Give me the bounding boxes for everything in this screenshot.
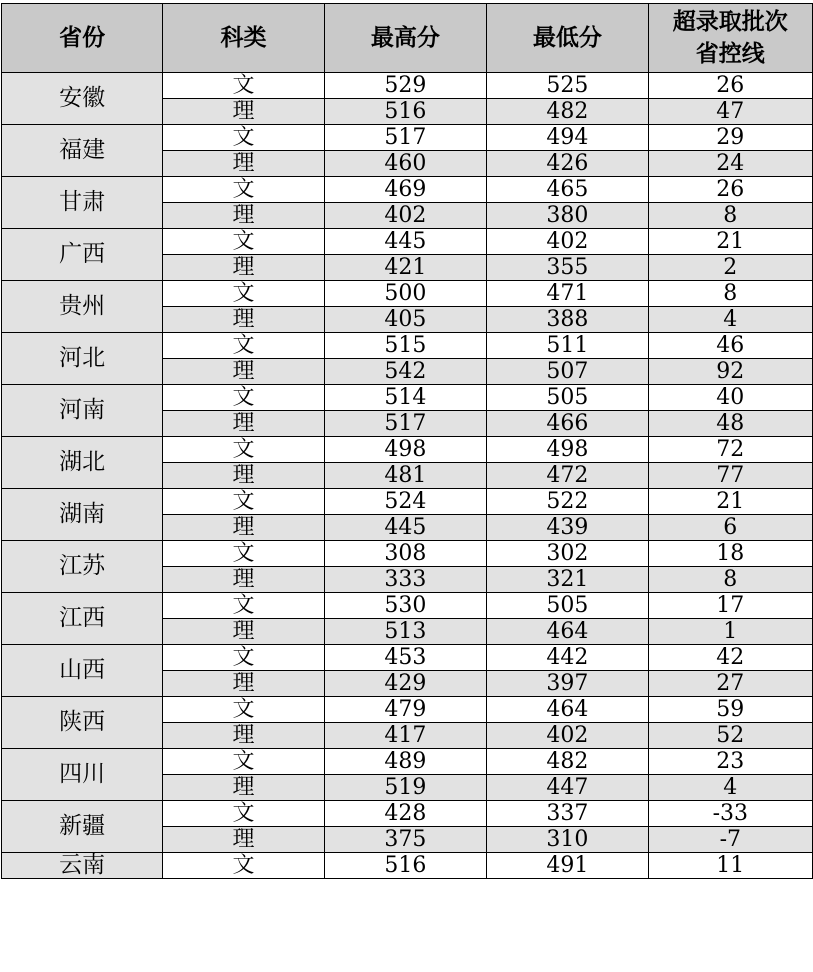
min-score-cell: 380	[487, 203, 648, 229]
min-score-cell: 397	[487, 671, 648, 697]
category-cell: 理	[163, 671, 324, 697]
min-score-cell: 402	[487, 723, 648, 749]
category-cell: 文	[163, 73, 324, 99]
min-score-cell: 522	[487, 489, 648, 515]
header-above-line-2: 省控线	[695, 41, 765, 67]
category-cell: 理	[163, 255, 324, 281]
max-score-cell: 519	[324, 775, 486, 801]
min-score-cell: 472	[487, 463, 648, 489]
category-cell: 理	[163, 359, 324, 385]
category-cell: 文	[163, 385, 324, 411]
max-score-cell: 453	[324, 645, 486, 671]
above-line-cell: 2	[648, 255, 812, 281]
above-line-cell: 24	[648, 151, 812, 177]
category-cell: 理	[163, 307, 324, 333]
min-score-cell: 507	[487, 359, 648, 385]
category-cell: 理	[163, 567, 324, 593]
admission-score-table	[1, 3, 813, 879]
table-row	[2, 749, 813, 775]
max-score-cell: 460	[324, 151, 486, 177]
table-row	[2, 385, 813, 411]
min-score-cell: 321	[487, 567, 648, 593]
max-score-cell: 513	[324, 619, 486, 645]
above-line-cell: 1	[648, 619, 812, 645]
above-line-cell: 92	[648, 359, 812, 385]
min-score-cell: 464	[487, 619, 648, 645]
table-body	[2, 73, 813, 879]
min-score-cell: 505	[487, 385, 648, 411]
category-cell: 文	[163, 853, 324, 879]
category-cell: 理	[163, 463, 324, 489]
min-score-cell: 525	[487, 73, 648, 99]
category-cell: 理	[163, 775, 324, 801]
above-line-cell: 42	[648, 645, 812, 671]
header-min-score: 最低分	[487, 4, 648, 73]
table-header-row	[2, 4, 813, 73]
min-score-cell: 482	[487, 749, 648, 775]
table-row	[2, 593, 813, 619]
above-line-cell: 21	[648, 229, 812, 255]
above-line-cell: 11	[648, 853, 812, 879]
category-cell: 理	[163, 723, 324, 749]
max-score-cell: 333	[324, 567, 486, 593]
category-cell: 理	[163, 827, 324, 853]
province-cell: 安徽	[2, 73, 163, 125]
above-line-cell: 27	[648, 671, 812, 697]
max-score-cell: 517	[324, 125, 486, 151]
above-line-cell: 4	[648, 775, 812, 801]
category-cell: 文	[163, 645, 324, 671]
min-score-cell: 302	[487, 541, 648, 567]
category-cell: 文	[163, 177, 324, 203]
above-line-cell: 40	[648, 385, 812, 411]
max-score-cell: 530	[324, 593, 486, 619]
category-cell: 文	[163, 697, 324, 723]
category-cell: 理	[163, 151, 324, 177]
above-line-cell: 46	[648, 333, 812, 359]
category-cell: 理	[163, 411, 324, 437]
above-line-cell: 26	[648, 73, 812, 99]
max-score-cell: 479	[324, 697, 486, 723]
province-cell: 四川	[2, 749, 163, 801]
above-line-cell: 4	[648, 307, 812, 333]
above-line-cell: 59	[648, 697, 812, 723]
max-score-cell: 542	[324, 359, 486, 385]
above-line-cell: 17	[648, 593, 812, 619]
category-cell: 文	[163, 125, 324, 151]
table-row	[2, 73, 813, 99]
category-cell: 文	[163, 749, 324, 775]
above-line-cell: 6	[648, 515, 812, 541]
table-row	[2, 281, 813, 307]
max-score-cell: 421	[324, 255, 486, 281]
max-score-cell: 402	[324, 203, 486, 229]
max-score-cell: 517	[324, 411, 486, 437]
category-cell: 文	[163, 593, 324, 619]
min-score-cell: 442	[487, 645, 648, 671]
min-score-cell: 498	[487, 437, 648, 463]
max-score-cell: 429	[324, 671, 486, 697]
above-line-cell: 18	[648, 541, 812, 567]
table-row	[2, 229, 813, 255]
province-cell: 贵州	[2, 281, 163, 333]
header-above-line-1: 超录取批次	[672, 9, 788, 35]
province-cell: 河南	[2, 385, 163, 437]
max-score-cell: 515	[324, 333, 486, 359]
table-row	[2, 177, 813, 203]
province-cell: 湖南	[2, 489, 163, 541]
header-max-score: 最高分	[324, 4, 486, 73]
province-cell: 新疆	[2, 801, 163, 853]
category-cell: 理	[163, 515, 324, 541]
min-score-cell: 402	[487, 229, 648, 255]
header-category: 科类	[163, 4, 324, 73]
above-line-cell: 72	[648, 437, 812, 463]
table-row	[2, 853, 813, 879]
above-line-cell: -33	[648, 801, 812, 827]
max-score-cell: 489	[324, 749, 486, 775]
table-row	[2, 697, 813, 723]
above-line-cell: 26	[648, 177, 812, 203]
table-row	[2, 541, 813, 567]
min-score-cell: 482	[487, 99, 648, 125]
province-cell: 甘肃	[2, 177, 163, 229]
max-score-cell: 445	[324, 515, 486, 541]
min-score-cell: 310	[487, 827, 648, 853]
max-score-cell: 308	[324, 541, 486, 567]
province-cell: 陕西	[2, 697, 163, 749]
max-score-cell: 529	[324, 73, 486, 99]
table-row	[2, 333, 813, 359]
province-cell: 江西	[2, 593, 163, 645]
category-cell: 文	[163, 281, 324, 307]
category-cell: 文	[163, 541, 324, 567]
max-score-cell: 417	[324, 723, 486, 749]
above-line-cell: 77	[648, 463, 812, 489]
header-above-control-line	[648, 4, 812, 73]
max-score-cell: 428	[324, 801, 486, 827]
table-row	[2, 489, 813, 515]
province-cell: 山西	[2, 645, 163, 697]
max-score-cell: 405	[324, 307, 486, 333]
table-row	[2, 125, 813, 151]
min-score-cell: 494	[487, 125, 648, 151]
province-cell: 福建	[2, 125, 163, 177]
max-score-cell: 500	[324, 281, 486, 307]
min-score-cell: 464	[487, 697, 648, 723]
above-line-cell: 23	[648, 749, 812, 775]
above-line-cell: -7	[648, 827, 812, 853]
min-score-cell: 388	[487, 307, 648, 333]
table-row	[2, 437, 813, 463]
category-cell: 理	[163, 99, 324, 125]
category-cell: 文	[163, 333, 324, 359]
max-score-cell: 375	[324, 827, 486, 853]
province-cell: 广西	[2, 229, 163, 281]
province-cell: 云南	[2, 853, 163, 879]
category-cell: 理	[163, 619, 324, 645]
above-line-cell: 47	[648, 99, 812, 125]
category-cell: 理	[163, 203, 324, 229]
min-score-cell: 355	[487, 255, 648, 281]
above-line-cell: 52	[648, 723, 812, 749]
province-cell: 河北	[2, 333, 163, 385]
min-score-cell: 337	[487, 801, 648, 827]
province-cell: 江苏	[2, 541, 163, 593]
min-score-cell: 439	[487, 515, 648, 541]
min-score-cell: 447	[487, 775, 648, 801]
min-score-cell: 505	[487, 593, 648, 619]
category-cell: 文	[163, 437, 324, 463]
category-cell: 文	[163, 489, 324, 515]
max-score-cell: 445	[324, 229, 486, 255]
above-line-cell: 21	[648, 489, 812, 515]
max-score-cell: 516	[324, 99, 486, 125]
category-cell: 文	[163, 801, 324, 827]
above-line-cell: 48	[648, 411, 812, 437]
max-score-cell: 516	[324, 853, 486, 879]
min-score-cell: 465	[487, 177, 648, 203]
table-row	[2, 645, 813, 671]
min-score-cell: 426	[487, 151, 648, 177]
category-cell: 文	[163, 229, 324, 255]
min-score-cell: 491	[487, 853, 648, 879]
above-line-cell: 29	[648, 125, 812, 151]
max-score-cell: 469	[324, 177, 486, 203]
table-row	[2, 801, 813, 827]
min-score-cell: 471	[487, 281, 648, 307]
above-line-cell: 8	[648, 203, 812, 229]
min-score-cell: 511	[487, 333, 648, 359]
above-line-cell: 8	[648, 281, 812, 307]
max-score-cell: 498	[324, 437, 486, 463]
max-score-cell: 524	[324, 489, 486, 515]
header-province: 省份	[2, 4, 163, 73]
above-line-cell: 8	[648, 567, 812, 593]
max-score-cell: 514	[324, 385, 486, 411]
province-cell: 湖北	[2, 437, 163, 489]
max-score-cell: 481	[324, 463, 486, 489]
min-score-cell: 466	[487, 411, 648, 437]
